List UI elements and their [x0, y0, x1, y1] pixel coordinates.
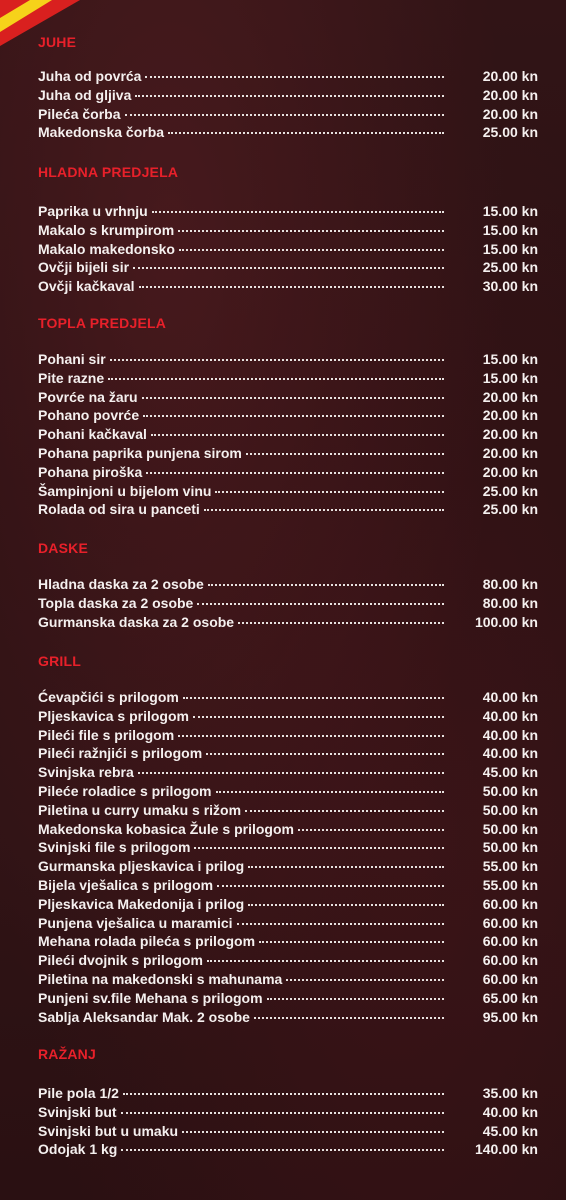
menu-item	[38, 500, 538, 519]
item-price: 50.00 kn	[482, 801, 538, 818]
dotted-leader	[143, 415, 444, 417]
item-price: 40.00 kn	[482, 726, 538, 743]
dotted-leader	[178, 735, 444, 737]
item-name: Ovčji bijeli sir	[38, 259, 130, 276]
item-name: Pljeskavica Makedonija i prilog	[38, 895, 245, 912]
menu-item	[38, 1103, 538, 1122]
section-topla-predjela	[38, 314, 538, 518]
item-list	[38, 688, 538, 1026]
dotted-leader	[178, 230, 444, 232]
menu-item	[38, 575, 538, 594]
menu-item	[38, 350, 538, 369]
item-name: Sablja Aleksandar Mak. 2 osobe	[38, 1008, 250, 1025]
dotted-leader	[245, 810, 444, 812]
menu-item	[38, 444, 538, 463]
section-title: RAŽANJ	[38, 1046, 96, 1062]
dotted-leader	[168, 132, 444, 134]
menu-item	[38, 895, 538, 914]
item-price: 35.00 kn	[482, 1085, 538, 1101]
item-name: Pileći file s prilogom	[38, 726, 175, 743]
dotted-leader	[121, 1149, 444, 1151]
item-name: Gurmanska pljeskavica i prilog	[38, 858, 245, 875]
item-price: 40.00 kn	[482, 745, 538, 762]
item-name: Juha od gljiva	[38, 86, 132, 103]
item-price: 65.00 kn	[482, 989, 538, 1006]
item-name: Juha od povrća	[38, 68, 142, 84]
item-name: Hladna daska za 2 osobe	[38, 576, 204, 592]
item-price: 50.00 kn	[482, 839, 538, 856]
item-name: Pile pola 1/2	[38, 1085, 119, 1101]
item-price: 45.00 kn	[482, 764, 538, 781]
section-razanj	[38, 1045, 538, 1158]
item-name: Piletina u curry umaku s rižom	[38, 801, 242, 818]
item-price: 15.00 kn	[482, 240, 538, 257]
item-list	[38, 350, 538, 519]
item-name: Makedonska čorba	[38, 124, 165, 141]
item-name: Rolada od sira u panceti	[38, 501, 200, 518]
item-name: Pohani sir	[38, 351, 106, 367]
item-name: Makalo makedonsko	[38, 240, 175, 257]
menu-item	[38, 594, 538, 613]
item-name: Pljeskavica s prilogom	[38, 707, 189, 724]
item-price: 25.00 kn	[482, 501, 538, 518]
item-price: 20.00 kn	[482, 463, 538, 480]
item-price: 25.00 kn	[482, 482, 538, 499]
dotted-leader	[139, 286, 444, 288]
item-price: 20.00 kn	[482, 388, 538, 405]
menu-item	[38, 970, 538, 989]
item-price: 45.00 kn	[482, 1122, 538, 1139]
item-name: Punjena vješalica u maramici	[38, 914, 233, 931]
item-name: Svinjski but	[38, 1103, 117, 1120]
item-price: 15.00 kn	[482, 369, 538, 386]
item-price: 20.00 kn	[482, 407, 538, 424]
dotted-leader	[206, 753, 444, 755]
menu-item	[38, 105, 538, 124]
dotted-leader	[194, 847, 444, 849]
dotted-leader	[108, 378, 444, 380]
dotted-leader	[204, 509, 444, 511]
dotted-leader	[183, 697, 444, 699]
menu-item	[38, 1008, 538, 1027]
item-name: Mehana rolada pileća s prilogom	[38, 933, 256, 950]
item-price: 20.00 kn	[482, 105, 538, 122]
menu-item	[38, 463, 538, 482]
menu-item	[38, 838, 538, 857]
dotted-leader	[259, 941, 444, 943]
dotted-leader	[216, 791, 444, 793]
item-price: 55.00 kn	[482, 858, 538, 875]
item-name: Pileća čorba	[38, 105, 121, 122]
section-grill	[38, 652, 538, 1025]
item-name: Svinjski file s prilogom	[38, 839, 191, 856]
menu-item	[38, 951, 538, 970]
menu-item	[38, 258, 538, 277]
menu-item	[38, 801, 538, 820]
item-name: Punjeni sv.file Mehana s prilogom	[38, 989, 263, 1006]
dotted-leader	[110, 359, 444, 361]
item-name: Svinjski but u umaku	[38, 1122, 179, 1139]
dotted-leader	[142, 397, 444, 399]
item-list	[38, 67, 538, 142]
dotted-leader	[193, 716, 444, 718]
item-price: 40.00 kn	[482, 707, 538, 724]
dotted-leader	[133, 267, 444, 269]
menu-item	[38, 876, 538, 895]
dotted-leader	[146, 472, 444, 474]
menu-item	[38, 782, 538, 801]
item-price: 20.00 kn	[482, 426, 538, 443]
dotted-leader	[248, 866, 444, 868]
menu-item	[38, 1084, 538, 1103]
item-name: Ovčji kačkaval	[38, 278, 135, 295]
menu-item	[38, 726, 538, 745]
dotted-leader	[138, 772, 444, 774]
item-price: 95.00 kn	[482, 1008, 538, 1025]
item-name: Makedonska kobasica Žule s prilogom	[38, 820, 294, 837]
item-price: 25.00 kn	[482, 124, 538, 141]
dotted-leader	[298, 829, 444, 831]
item-name: Pileće roladice s prilogom	[38, 782, 212, 799]
item-name: Ćevapčići s prilogom	[38, 689, 179, 705]
menu-item	[38, 369, 538, 388]
item-price: 60.00 kn	[482, 970, 538, 987]
dotted-leader	[179, 249, 444, 251]
dotted-leader	[182, 1131, 444, 1133]
item-name: Pohano povrće	[38, 407, 140, 424]
section-title: TOPLA PREDJELA	[38, 315, 167, 331]
item-price: 20.00 kn	[482, 86, 538, 103]
item-name: Topla daska za 2 osobe	[38, 594, 194, 611]
menu-item	[38, 932, 538, 951]
menu-item	[38, 989, 538, 1008]
item-price: 20.00 kn	[482, 444, 538, 461]
item-price: 80.00 kn	[482, 594, 538, 611]
section-title: JUHE	[38, 34, 77, 50]
item-price: 40.00 kn	[482, 1103, 538, 1120]
item-name: Odojak 1 kg	[38, 1141, 118, 1158]
item-price: 100.00 kn	[474, 613, 538, 630]
item-name: Pite razne	[38, 369, 105, 386]
dotted-leader	[238, 622, 444, 624]
dotted-leader	[123, 1093, 444, 1095]
item-price: 40.00 kn	[482, 689, 538, 705]
item-name: Pileći ražnjići s prilogom	[38, 745, 203, 762]
item-name: Povrće na žaru	[38, 388, 138, 405]
dotted-leader	[152, 211, 444, 213]
item-price: 25.00 kn	[482, 259, 538, 276]
menu-item	[38, 1140, 538, 1159]
item-price: 15.00 kn	[482, 203, 538, 219]
menu-item	[38, 406, 538, 425]
item-price: 50.00 kn	[482, 782, 538, 799]
item-price: 50.00 kn	[482, 820, 538, 837]
menu-item	[38, 86, 538, 105]
dotted-leader	[248, 904, 444, 906]
dotted-leader	[151, 434, 444, 436]
section-hladna-predjela	[38, 163, 538, 295]
item-name: Pileći dvojnik s prilogom	[38, 952, 203, 969]
section-juhe	[38, 33, 538, 141]
item-price: 60.00 kn	[482, 952, 538, 969]
item-list	[38, 1084, 538, 1159]
item-name: Pohana piroška	[38, 463, 143, 480]
menu-item	[38, 240, 538, 259]
dotted-leader	[267, 998, 444, 1000]
item-price: 15.00 kn	[482, 351, 538, 367]
dotted-leader	[197, 603, 444, 605]
menu-item	[38, 820, 538, 839]
dotted-leader	[125, 114, 445, 116]
menu-item	[38, 277, 538, 296]
menu-item	[38, 67, 538, 86]
item-list	[38, 202, 538, 296]
menu-item	[38, 613, 538, 632]
section-title: GRILL	[38, 653, 81, 669]
menu-item	[38, 123, 538, 142]
dotted-leader	[208, 584, 444, 586]
dotted-leader	[135, 95, 444, 97]
menu-item	[38, 202, 538, 221]
item-price: 80.00 kn	[482, 576, 538, 592]
menu-item	[38, 1122, 538, 1141]
menu-item	[38, 221, 538, 240]
item-price: 15.00 kn	[482, 221, 538, 238]
menu-item	[38, 857, 538, 876]
item-price: 60.00 kn	[482, 914, 538, 931]
item-name: Piletina na makedonski s mahunama	[38, 970, 283, 987]
dotted-leader	[207, 960, 444, 962]
dotted-leader	[254, 1017, 444, 1019]
item-name: Gurmanska daska za 2 osobe	[38, 613, 235, 630]
dotted-leader	[217, 885, 444, 887]
item-price: 55.00 kn	[482, 876, 538, 893]
dotted-leader	[121, 1112, 444, 1114]
menu-item	[38, 688, 538, 707]
menu-item	[38, 763, 538, 782]
item-name: Makalo s krumpirom	[38, 221, 175, 238]
dotted-leader	[215, 491, 444, 493]
section-title: HLADNA PREDJELA	[38, 164, 179, 180]
menu-item	[38, 914, 538, 933]
menu-item	[38, 388, 538, 407]
dotted-leader	[286, 979, 444, 981]
section-title: DASKE	[38, 540, 89, 556]
item-name: Šampinjoni u bijelom vinu	[38, 482, 212, 499]
item-name: Svinjska rebra	[38, 764, 134, 781]
item-price: 60.00 kn	[482, 895, 538, 912]
menu-item	[38, 482, 538, 501]
menu-item	[38, 744, 538, 763]
section-daske	[38, 539, 538, 630]
menu-item	[38, 425, 538, 444]
menu-item	[38, 707, 538, 726]
dotted-leader	[145, 76, 444, 78]
item-name: Pohana paprika punjena sirom	[38, 444, 242, 461]
item-name: Pohani kačkaval	[38, 426, 147, 443]
item-price: 30.00 kn	[482, 278, 538, 295]
item-price: 60.00 kn	[482, 933, 538, 950]
item-list	[38, 575, 538, 631]
dotted-leader	[237, 923, 444, 925]
item-name: Paprika u vrhnju	[38, 203, 148, 219]
item-price: 20.00 kn	[482, 68, 538, 84]
item-price: 140.00 kn	[474, 1141, 538, 1158]
item-name: Bijela vješalica s prilogom	[38, 876, 214, 893]
dotted-leader	[246, 453, 444, 455]
